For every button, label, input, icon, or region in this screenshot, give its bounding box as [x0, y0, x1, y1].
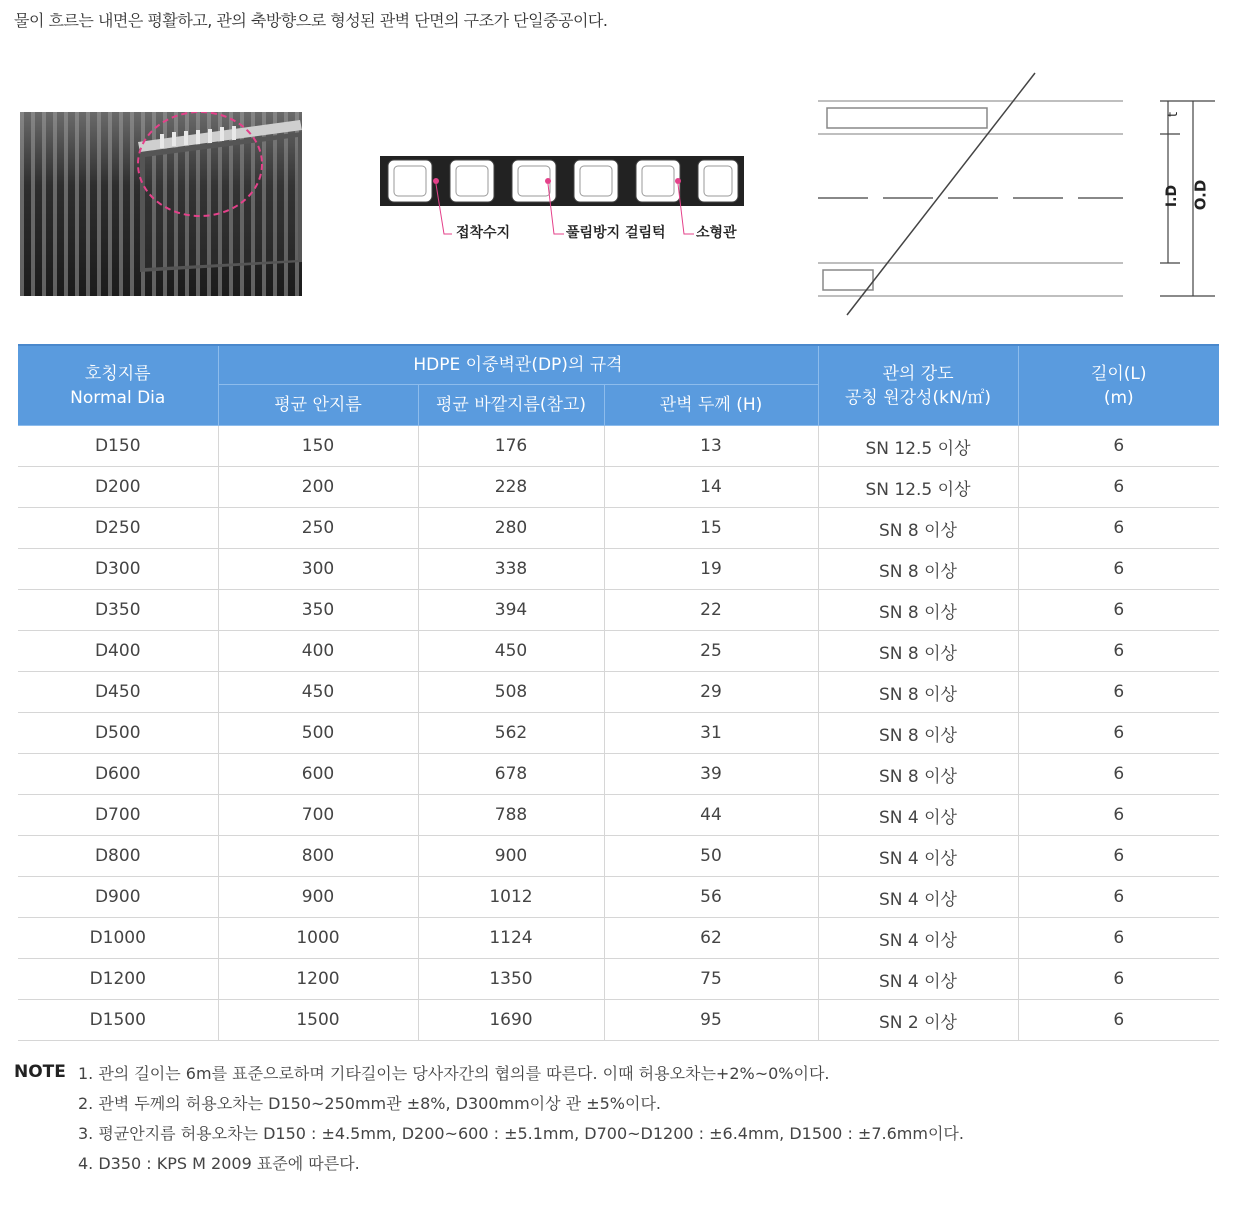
table-cell: D800 — [18, 836, 218, 877]
table-cell: 62 — [604, 918, 818, 959]
table-cell: 450 — [418, 631, 604, 672]
table-cell: SN 12.5 이상 — [818, 426, 1018, 467]
table-cell: D200 — [18, 467, 218, 508]
table-cell: 44 — [604, 795, 818, 836]
table-cell: 6 — [1018, 467, 1219, 508]
table-cell: 56 — [604, 877, 818, 918]
label-adhesive: 접착수지 — [456, 225, 511, 241]
table-cell: 6 — [1018, 631, 1219, 672]
note-label: NOTE — [14, 1062, 66, 1082]
table-cell: 1012 — [418, 877, 604, 918]
dim-t-label: t — [1166, 111, 1182, 118]
table-cell: 6 — [1018, 508, 1219, 549]
table-cell: SN 4 이상 — [818, 877, 1018, 918]
dimension-diagram — [815, 70, 1215, 320]
table-cell: D300 — [18, 549, 218, 590]
header-outer-dia: 평균 바깥지름(참고) — [418, 385, 604, 426]
table-cell: 900 — [418, 836, 604, 877]
table-cell: D150 — [18, 426, 218, 467]
table-row — [18, 590, 1219, 631]
table-cell: 1500 — [218, 1000, 418, 1041]
header-strength-2: 공칭 원강성(kN/㎡) — [844, 387, 992, 408]
table-cell: D1000 — [18, 918, 218, 959]
table-cell: 1350 — [418, 959, 604, 1000]
table-cell: 6 — [1018, 1000, 1219, 1041]
table-cell: SN 8 이상 — [818, 590, 1018, 631]
table-cell: 13 — [604, 426, 818, 467]
table-cell: 75 — [604, 959, 818, 1000]
table-row — [18, 1000, 1219, 1041]
table-cell: 900 — [218, 877, 418, 918]
table-cell: 31 — [604, 713, 818, 754]
table-cell: 1124 — [418, 918, 604, 959]
header-strength — [818, 345, 1018, 426]
table-cell: 39 — [604, 754, 818, 795]
table-cell: 25 — [604, 631, 818, 672]
header-length — [1018, 345, 1219, 426]
table-cell: SN 4 이상 — [818, 959, 1018, 1000]
table-cell: 678 — [418, 754, 604, 795]
table-cell: D350 — [18, 590, 218, 631]
header-group: HDPE 이중벽관(DP)의 규격 — [218, 345, 818, 385]
table-cell: 450 — [218, 672, 418, 713]
table-cell: D1500 — [18, 1000, 218, 1041]
table-cell: 250 — [218, 508, 418, 549]
table-cell: 14 — [604, 467, 818, 508]
table-cell: 6 — [1018, 877, 1219, 918]
table-cell: 338 — [418, 549, 604, 590]
table-cell: 15 — [604, 508, 818, 549]
table-cell: 400 — [218, 631, 418, 672]
header-length-1: 길이(L) — [1090, 363, 1147, 384]
table-cell: SN 8 이상 — [818, 672, 1018, 713]
table-cell: 22 — [604, 590, 818, 631]
table-row — [18, 713, 1219, 754]
table-cell: 394 — [418, 590, 604, 631]
spec-table — [18, 344, 1219, 1041]
table-cell: 280 — [418, 508, 604, 549]
table-cell: 200 — [218, 467, 418, 508]
table-cell: 6 — [1018, 713, 1219, 754]
table-cell: 29 — [604, 672, 818, 713]
table-row — [18, 508, 1219, 549]
table-cell: 350 — [218, 590, 418, 631]
table-cell: D500 — [18, 713, 218, 754]
table-cell: 50 — [604, 836, 818, 877]
table-row — [18, 918, 1219, 959]
table-cell: 600 — [218, 754, 418, 795]
header-wall-thickness: 관벽 두께 (H) — [604, 385, 818, 426]
table-cell: 6 — [1018, 590, 1219, 631]
table-cell: 300 — [218, 549, 418, 590]
table-cell: SN 4 이상 — [818, 918, 1018, 959]
table-row — [18, 877, 1219, 918]
intro-text: 물이 흐르는 내면은 평활하고, 관의 축방향으로 형성된 관벽 단면의 구조가 단일중공이다. — [14, 11, 608, 30]
table-row — [18, 836, 1219, 877]
note-item: 1. 관의 길이는 6m를 표준으로하며 기타길이는 당사자간의 협의를 따른다. 이때 허용오차는+2%~0%이다. — [78, 1064, 830, 1083]
table-cell: SN 8 이상 — [818, 508, 1018, 549]
header-nominal-dia-ko: 호칭지름 — [84, 363, 151, 384]
table-cell: SN 8 이상 — [818, 754, 1018, 795]
table-cell: 562 — [418, 713, 604, 754]
header-inner-dia: 평균 안지름 — [218, 385, 418, 426]
header-nominal-dia — [18, 345, 218, 426]
header-strength-1: 관의 강도 — [882, 363, 954, 384]
table-cell: 1200 — [218, 959, 418, 1000]
table-cell: SN 4 이상 — [818, 836, 1018, 877]
table-cell: 6 — [1018, 918, 1219, 959]
table-cell: 6 — [1018, 836, 1219, 877]
table-cell: D900 — [18, 877, 218, 918]
table-cell: SN 8 이상 — [818, 713, 1018, 754]
table-cell: 500 — [218, 713, 418, 754]
table-cell: 800 — [218, 836, 418, 877]
table-cell: D600 — [18, 754, 218, 795]
note-item: 3. 평균안지름 허용오차는 D150 : ±4.5mm, D200~600 : ±5.1mm, D700~D1200 : ±6.4mm, D1500 : ±7.6mm이다. — [78, 1124, 964, 1143]
table-cell: D700 — [18, 795, 218, 836]
table-cell: D250 — [18, 508, 218, 549]
note-item: 4. D350 : KPS M 2009 표준에 따른다. — [78, 1154, 360, 1173]
note-item: 2. 관벽 두께의 허용오차는 D150~250mm관 ±8%, D300mm이상 관 ±5%이다. — [78, 1094, 662, 1113]
table-row — [18, 631, 1219, 672]
table-cell: 19 — [604, 549, 818, 590]
table-cell: SN 8 이상 — [818, 631, 1018, 672]
table-cell: D400 — [18, 631, 218, 672]
table-row — [18, 754, 1219, 795]
table-cell: SN 4 이상 — [818, 795, 1018, 836]
table-cell: 6 — [1018, 959, 1219, 1000]
table-cell: 6 — [1018, 754, 1219, 795]
table-cell: 700 — [218, 795, 418, 836]
pipe-photo — [20, 112, 302, 296]
table-cell: 6 — [1018, 795, 1219, 836]
table-row — [18, 795, 1219, 836]
table-cell: 788 — [418, 795, 604, 836]
table-cell: D450 — [18, 672, 218, 713]
dim-od-label: O.D — [1191, 179, 1210, 211]
table-cell: 150 — [218, 426, 418, 467]
header-nominal-dia-en: Normal Dia — [70, 387, 166, 408]
table-cell: 508 — [418, 672, 604, 713]
table-cell: D1200 — [18, 959, 218, 1000]
table-row — [18, 672, 1219, 713]
label-small-pipe: 소형관 — [696, 225, 737, 241]
header-length-2: (m) — [1103, 387, 1134, 408]
table-row — [18, 467, 1219, 508]
dim-id-label: I.D — [1164, 184, 1181, 208]
table-row — [18, 959, 1219, 1000]
table-cell: 1690 — [418, 1000, 604, 1041]
table-row — [18, 549, 1219, 590]
table-cell: 228 — [418, 467, 604, 508]
cross-section-diagram — [378, 150, 748, 250]
table-cell: 1000 — [218, 918, 418, 959]
table-cell: SN 2 이상 — [818, 1000, 1018, 1041]
table-cell: 6 — [1018, 549, 1219, 590]
table-cell: 176 — [418, 426, 604, 467]
table-cell: 6 — [1018, 426, 1219, 467]
table-cell: SN 8 이상 — [818, 549, 1018, 590]
label-anti-loosening: 풀림방지 걸림턱 — [566, 225, 666, 241]
table-row — [18, 426, 1219, 467]
table-cell: SN 12.5 이상 — [818, 467, 1018, 508]
table-cell: 95 — [604, 1000, 818, 1041]
table-cell: 6 — [1018, 672, 1219, 713]
